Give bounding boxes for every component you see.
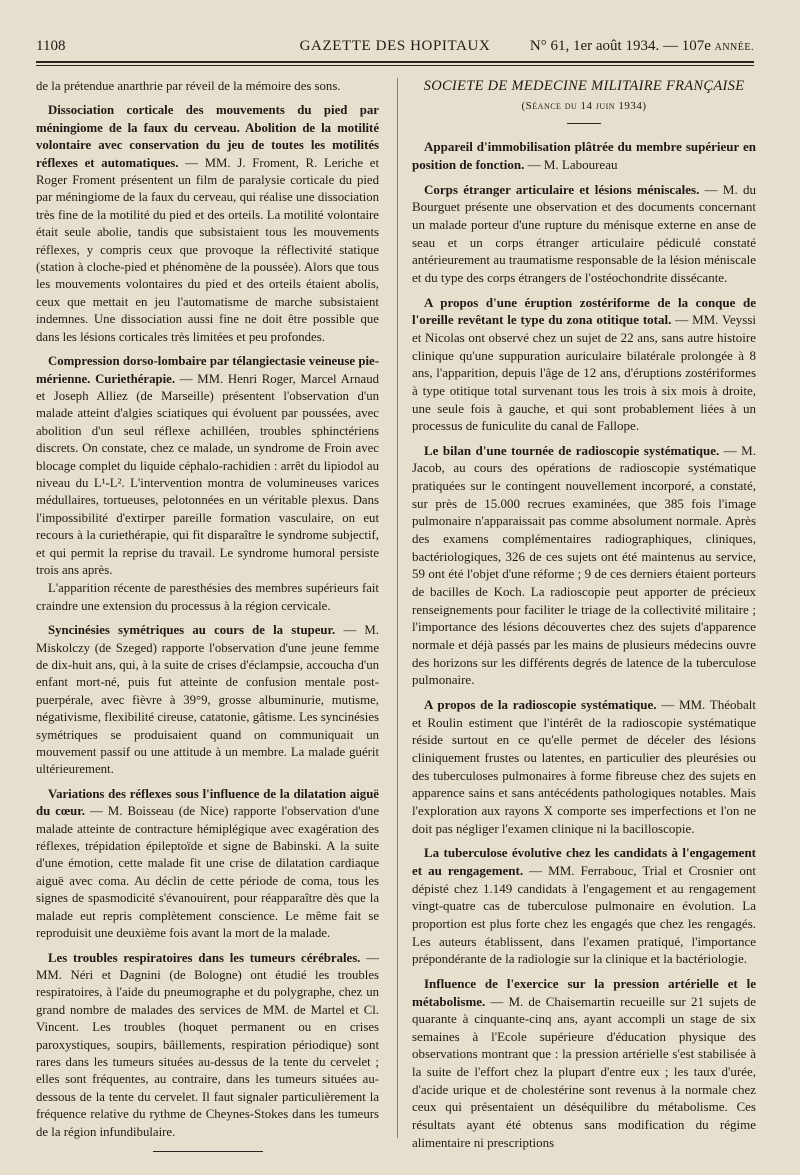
article-appareil-immobilisation: [412, 138, 756, 173]
article-title: Syncinésies symétriques au cours de la stupeur.: [48, 623, 336, 638]
article-body: présentent un film de paralysie corticale du pied par méningiome de la faux du cerveau, qui réalise une dissociation très fine de la motilité du pied et des orteils. La motilité volontaire était seule abolie, tandis que subsistaient tous les mouvements réflexes, y compris ceux que provoque la réflectivité statique (station à cloche-pied et phénomène de la poussée). Alors que tous les mouvements volontaires du pied et des orteils étaient abolis, ceux que mettait en jeu l'automatisme de marche subsistaient indemnes. Une dissociation aussi fine ne doit être possible que dans les lésions corticales très limitées et peu profondes.: [36, 173, 380, 344]
column-separator: [397, 78, 398, 1138]
article-bilan-radioscopie: [412, 442, 756, 689]
issue-year-label: ANNÉE.: [714, 42, 754, 53]
heading-rule: [567, 123, 601, 124]
article-body: (de Bologne) ont étudié les troubles respiratoires, à l'aide du pneumographe et du polygraphe, chez un grand nombre de malades des services de MM. de Martel et Cl. Vincent. Les troubles (hoquet permanent ou en crises paroxystiques, soupirs, bâillements, respiration périodique) sont rares dans les tumeurs situées au-dessus de la tente du cervelet ; elles sont fréquentes, au contraire, dans les tumeurs situées au-dessous de la tente du cervelet. Il faut signaler particulièrement la fréquence relative du rythme de Cheynes-Stokes dans les tumeurs de la région infundibulaire.: [36, 967, 380, 1139]
article-title: A propos de la radioscopie systématique.: [424, 697, 657, 712]
article-authors: — MM. Henri Roger, Marcel Arnaud et Joseph Alliez: [36, 371, 379, 403]
article-title: Influence de l'exercice sur la pression artérielle et le métabolisme.: [412, 975, 756, 1009]
article-title: Appareil d'immobilisation plâtrée du membre supérieur en position de fonction.: [412, 139, 756, 172]
continued-paragraph: de la prétendue anarthrie par réveil de la mémoire des sons.: [36, 79, 341, 93]
article-body: ont observé chez un sujet de 22 ans, sans autre histoire clinique qu'une suppuration auriculaire bilatérale prolongée à 8 ans, l'apparition, depuis l'âge de 12 ans, d'éruptions zostériformes à type otitique total survenant tous les trois à six mois à droite, une seule fois à gauche, et qui sont probablement liées à un processus de funiculite du canal de Fallope.: [412, 329, 756, 434]
article-body: recueille sur 21 sujets de quarante à cinquante-cinq ans, ayant accompli un stage de six semaines à l'Ecole supérieure d'éducation physique des observations montrant que : la pression artérielle s'est stabilisée à la suite de l'effort chez la plupart d'entre eux ; les taux d'urée, d'acide urique et de cholestérine sont revenus à la normale chez ceux qui présentaient un déséquilibre du métabolisme. Ces résultats ayant été obtenus sans modification du régime alimentaire ni prescriptions: [412, 993, 757, 1150]
header-rule: [36, 61, 754, 63]
article-authors: — MM. Ferrabouc, Trial et Crosnier: [529, 862, 734, 878]
article-title: Compression dorso-lombaire par télangiectasie veineuse pie-mérienne. Curiethérapie.: [36, 354, 379, 386]
article-authors: — M. Jacob,: [412, 442, 756, 476]
article-title: A propos d'une éruption zostériforme de la conque de l'oreille revêtant le type du zona otitique total.: [412, 294, 756, 328]
article-troubles-respiratoires: [36, 950, 379, 1141]
article-authors: — M. Laboureau: [527, 156, 618, 172]
article-authors: — MM. J. Froment, R. Leriche et Roger Froment: [36, 155, 379, 188]
article-body: (de Szeged) rapporte l'observation d'une jeune femme de dix-huit ans, qui, à la suite de crises d'éclampsie, accoucha d'un enfant mort-né, puis fut atteinte de confusion mentale post-puerpérale, avec fièvre à 39°9, grosse albuminurie, mutisme, négativisme, flexibilité cireuse, catatonie, gâtisme. Les syncinésies symétriques se produisaient quand on communiquait un mouvement passif ou une attitude à un membre. La malade guérit ultérieurement.: [36, 640, 379, 777]
section-end-rule: [153, 1151, 263, 1152]
article-title: Dissociation corticale des mouvements du pied par méningiome de la faux du cerveau. Abolition de la motilité volontaire avec conservation du jeu de toutes les motilités réflexes et automatiques.: [36, 103, 379, 170]
article-compression-dorso-lombaire: [36, 353, 379, 579]
article-radioscopie-systematique: [412, 696, 756, 837]
page-header: [36, 38, 754, 58]
article-title: Variations des réflexes sous l'influence de la dilatation aiguë du cœur.: [36, 786, 379, 819]
header-rule-thin: [36, 65, 754, 66]
article-authors: — M. du Bourguet: [412, 181, 757, 215]
article-body-continued: L'apparition récente de paresthésies des membres supérieurs fait craindre une extension du processus à la région cervicale.: [36, 581, 379, 613]
article-corps-etranger: [412, 181, 756, 287]
article-tuberculose-evolutive: [412, 844, 756, 968]
article-influence-exercice: [412, 975, 756, 1152]
article-title: Le bilan d'une tournée de radioscopie systématique.: [424, 442, 720, 458]
article-authors: — M. Boisseau: [90, 804, 174, 819]
article-dissociation-corticale: [36, 102, 379, 346]
article-title: Corps étranger articulaire et lésions méniscales.: [424, 181, 700, 197]
article-authors: — MM. Théobalt et Roulin: [412, 697, 757, 730]
issue-date: N° 61, 1er août 1934. — 107e: [529, 38, 711, 54]
article-title: Les troubles respiratoires dans les tumeurs cérébrales.: [48, 950, 361, 965]
article-body: au cours des opérations de radioscopie systématique pratiquées sur le contingent nouvellement incorporé, a constaté, sur près de 15.000 recrues examinées, que 385 fois l'image pulmonaire n'apparaissait pas comme absolument normale. Après des examens complémentaires radiographiques, cliniques, bactériologiques, 326 de ces sujets ont été maintenus au service, 59 ont été l'objet d'une réforme ; 9 de ces derniers étaient porteurs de bacilles de Koch. La radioscopie peut apporter de précieux renseignements pour faciliter le triage de la collectivité militaire ; l'importance des lésions découvertes chez des sujets d'apparence normale et déjà passés par les mains de plusieurs médecins ouvre des horizons sur les différents degrés de latence de la tuberculose pulmonaire.: [412, 460, 756, 688]
right-column: [412, 78, 756, 1158]
article-body: (de Nice) rapporte l'observation d'une malade atteinte de contracture hémiplégique avec exagération des réflexes, trépidation épileptoïde et signe de Babinski. A la suite d'une émotion, cette malade fit une crise de dilatation cardiaque aiguë avec coma. Au déclin de cette période de coma, tous les signes de spasmodicité s'évanouirent, pour réapparaître dès que la malade eut repris complètement conscience. Le même fait se reproduisit une deuxième fois avant la mort de la malade.: [36, 804, 379, 941]
society-heading: SOCIETE DE MEDECINE MILITAIRE FRANÇAISE: [423, 78, 745, 94]
article-body: (de Marseille) présentent l'observation d'un malade atteint d'algies sciatiques qui évoluent par poussées, avec abolition d'un seul réflexe achilléen, troubles sphinctériens discrets. On constate, chez ce malade, un syndrome de Froin avec blocage complet du liquide céphalo-rachidien : arrêt du lipiodol au niveau du L¹-L². L'intervention montra de volumineuses varices médullaires, tortueuses, pelotonnées en un véritable plexus. Dans l'impossibilité d'extirper pareille formation vasculaire, on eut recours à la curiethérapie, qui fit disparaître le syndrome subjectif, et qui permit la reprise du travail. Le syndrome humoral persiste trois ans après.: [36, 388, 380, 577]
article-syncinesies: [36, 622, 379, 779]
article-eruption-zosteriforme: [412, 294, 756, 435]
issue-info: [530, 38, 754, 55]
journal-title: GAZETTE DES HOPITAUX: [299, 38, 491, 54]
left-column: [36, 78, 379, 1152]
article-authors: — MM. Veyssi et Nicolas: [412, 312, 756, 345]
article-authors: — M. de Chaisemartin: [490, 993, 616, 1009]
article-authors: — MM. Néri et Dagnini: [36, 950, 379, 982]
article-variations-reflexes: [36, 786, 379, 943]
article-authors: — M. Miskolczy: [36, 623, 380, 655]
session-date: (Séance du 14 juin 1934): [521, 99, 647, 112]
article-body: estiment que l'intérêt de la radioscopie systématique réside surtout en ce qu'elle permet de déceler des lésions cliniquement frustes ou latentes, en particulier des pleurésies ou des tuberculoses pulmonaires à forme fibreuse chez des sujets en apparence sains et sans antécédents pathologiques notables. Mais l'exploration aux rayons X comporte ses imperfections et l'on ne doit pas négliger l'examen clinique ni la bacilloscopie.: [412, 714, 756, 836]
article-body: présente une observation et des documents concernant un malade porteur d'une rupture du ménisque externe en anse de seau et un corps étranger articulaire pédiculé constaté antérieurement au traumatisme responsable de la lésion méniscale et du type des corps étrangers de l'ostéochondrite dissécante.: [412, 199, 757, 285]
article-body: ont dépisté chez 1.149 candidats à l'engagement et au rengagement vingt-quatre cas de tuberculose pulmonaire en évolution. La proportion est plus forte chez les engagés que chez les rengagés. Les auteurs établissent, dans l'examen pratiqué, l'importance prépondérante de la radiologie sur la clinique et la bactériologie.: [412, 862, 756, 967]
article-title: La tuberculose évolutive chez les candidats à l'engagement et au rengagement.: [412, 845, 756, 878]
page-number: 1108: [36, 38, 66, 54]
